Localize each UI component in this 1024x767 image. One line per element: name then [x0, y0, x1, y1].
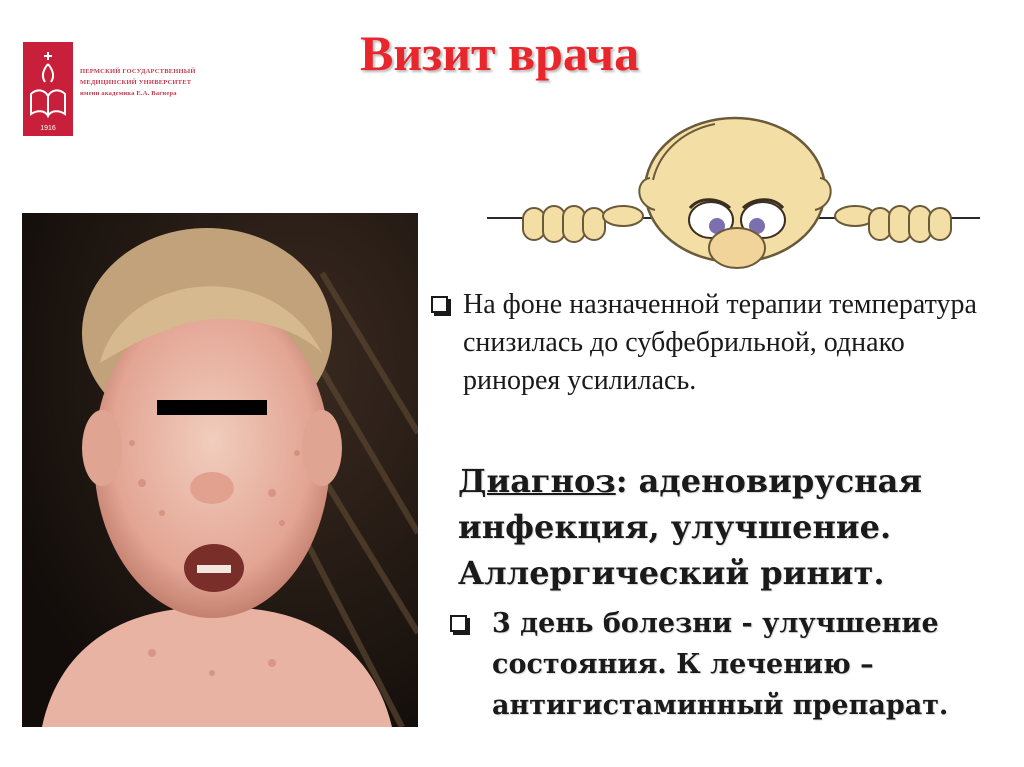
diagnosis-text: : аденовирусная инфекция, улучшение. Аллергический ринит.: [458, 462, 922, 592]
checkbox-bullet-icon: [431, 296, 448, 313]
patient-photo: [22, 213, 418, 727]
bullet-therapy: [463, 286, 983, 400]
svg-text:1916: 1916: [40, 125, 56, 132]
bullet-day3-text: 3 день болезни - улучшение состояния. К лечению – антигистаминный препарат.: [492, 608, 949, 721]
checkbox-bullet-icon: [450, 615, 467, 632]
bullet-day3: [492, 603, 992, 726]
logo-line-1: ПЕРМСКИЙ ГОСУДАРСТВЕННЫЙ: [80, 68, 196, 75]
slide-title: Визит врача: [360, 25, 640, 81]
diagnosis-label: Диагноз: [458, 462, 616, 500]
diagnosis: [458, 458, 998, 596]
university-name: [80, 66, 205, 99]
bullet-therapy-text: На фоне назначенной терапии температура снизилась до субфебрильной, однако ринорея усилилась.: [463, 289, 977, 396]
university-logo: [23, 42, 73, 136]
privacy-eye-bar: [157, 400, 267, 415]
peeking-cartoon: [485, 110, 985, 285]
logo-line-2: МЕДИЦИНСКИЙ УНИВЕРСИТЕТ: [80, 79, 192, 86]
logo-line-3: имени академика Е.А. Вагнера: [80, 90, 177, 97]
university-emblem-icon: [23, 42, 73, 136]
